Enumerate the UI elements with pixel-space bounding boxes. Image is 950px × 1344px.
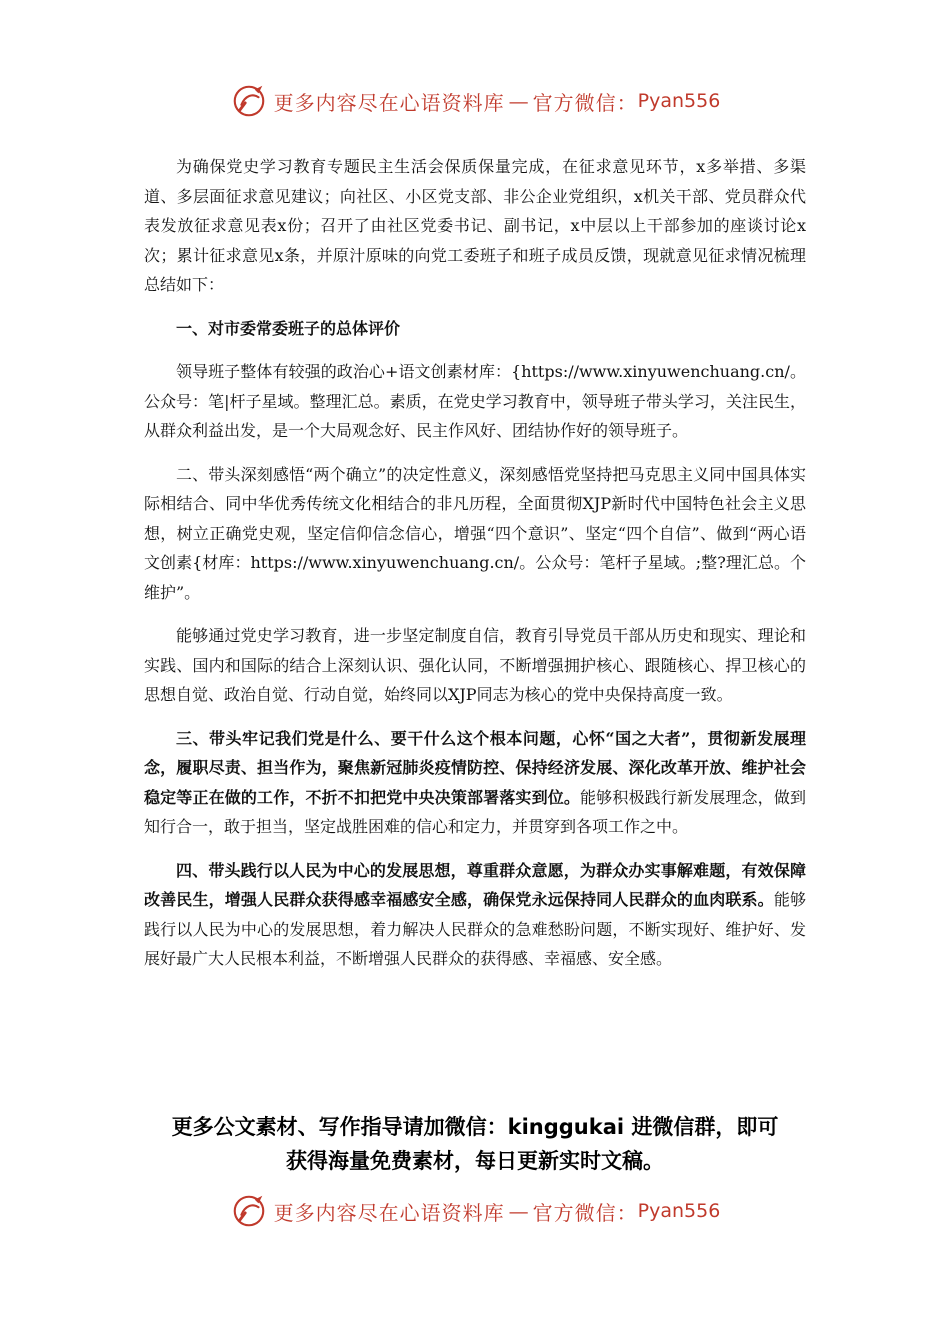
paragraph-5-text: 能够践行以人民为中心的发展思想，着力解决人民群众的急难愁盼问题，不断实现好、维护好、发展好最广大人民根本利益，不断增强人民群众的获得感、幸福感、安全感。 <box>144 890 806 968</box>
paragraph-4 <box>144 724 806 842</box>
banner-brand: 更多内容尽在心语资料库 <box>273 90 505 115</box>
document-body <box>144 152 806 988</box>
section-heading-1: 一、对市委常委班子的总体评价 <box>176 318 401 338</box>
promo-footer <box>110 1110 840 1178</box>
banner-dash: — <box>508 1199 529 1223</box>
pen-writing-logo-icon <box>230 1192 268 1230</box>
footer-banner <box>0 1189 950 1233</box>
paragraph-5-bold: 四、带头践行以人民为中心的发展思想，尊重群众意愿，为群众办实事解难题，有效保障改善民生，增强人民群众获得感幸福感安全感，确保党永远保持同人民群众的血肉联系。 <box>144 860 806 909</box>
paragraph-4-text: 能够积极践行新发展理念，做到知行合一，敢于担当，坚定战胜困难的信心和定力，并贯穿到各项工作之中。 <box>144 787 806 836</box>
promo-line-1: 更多公文素材、写作指导请加微信：kinggukai 进微信群，即可 <box>171 1115 779 1139</box>
promo-line-2: 获得海量免费素材，每日更新实时文稿。 <box>286 1149 664 1173</box>
pen-writing-logo-icon <box>230 82 268 120</box>
banner-handle: Pyan556 <box>637 90 721 112</box>
paragraph-4-bold: 三、带头牢记我们党是什么、要干什么这个根本问题，心怀“国之大者”，贯彻新发展理念，履职尽责、担当作为，聚焦新冠肺炎疫情防控、保持经济发展、深化改革开放、维护社会稳定等正在做的工作，不折不扣把党中央决策部署落实到位。 <box>144 728 806 807</box>
paragraph-3: 能够通过党史学习教育，进一步坚定制度自信，教育引导党员干部从历史和现实、理论和实践、国内和国际的结合上深刻认识、强化认同，不断增强拥护核心、跟随核心、捍卫核心的思想自觉、政治自觉、行动自觉，始终同以XJP同志为核心的党中央保持高度一致。 <box>144 626 806 704</box>
paragraph-2: 二、带头深刻感悟“两个确立”的决定性意义，深刻感悟党坚持把马克思主义同中国具体实际相结合、同中华优秀传统文化相结合的非凡历程，全面贯彻XJP新时代中国特色社会主义思想，树立正确党史观，坚定信仰信念信心，增强“四个意识”、坚定“四个自信”、做到“两心语文创素{材库：https://www.xinyuwenchuang.cn/。公众号：笔杆子星域。;整?理汇总。个维护”。 <box>144 464 806 602</box>
header-banner <box>0 79 950 123</box>
intro-paragraph: 为确保党史学习教育专题民主生活会保质保量完成，在征求意见环节，x多举措、多渠道、多层面征求意见建议；向社区、小区党支部、非公企业党组织，x机关干部、党员群众代表发放征求意见表x份；召开了由社区党委书记、副书记，x中层以上干部参加的座谈讨论x次；累计征求意见x条，并原汁原味的向党工委班子和班子成员反馈，现就意见征求情况梳理总结如下： <box>144 157 806 294</box>
paragraph-5 <box>144 856 806 974</box>
paragraph-1: 领导班子整体有较强的政治心+语文创素材库：{https://www.xinyuwenchuang.cn/。公众号：笔|杆子星域。整理汇总。素质，在党史学习教育中，领导班子带头学习，关注民生，从群众利益出发，是一个大局观念好、民主作风好、团结协作好的领导班子。 <box>144 362 806 440</box>
banner-wechat-label: 官方微信： <box>532 90 638 115</box>
banner-brand: 更多内容尽在心语资料库 <box>273 1200 505 1225</box>
banner-dash: — <box>508 89 529 113</box>
banner-wechat-label: 官方微信： <box>532 1200 638 1225</box>
banner-handle: Pyan556 <box>637 1200 721 1222</box>
